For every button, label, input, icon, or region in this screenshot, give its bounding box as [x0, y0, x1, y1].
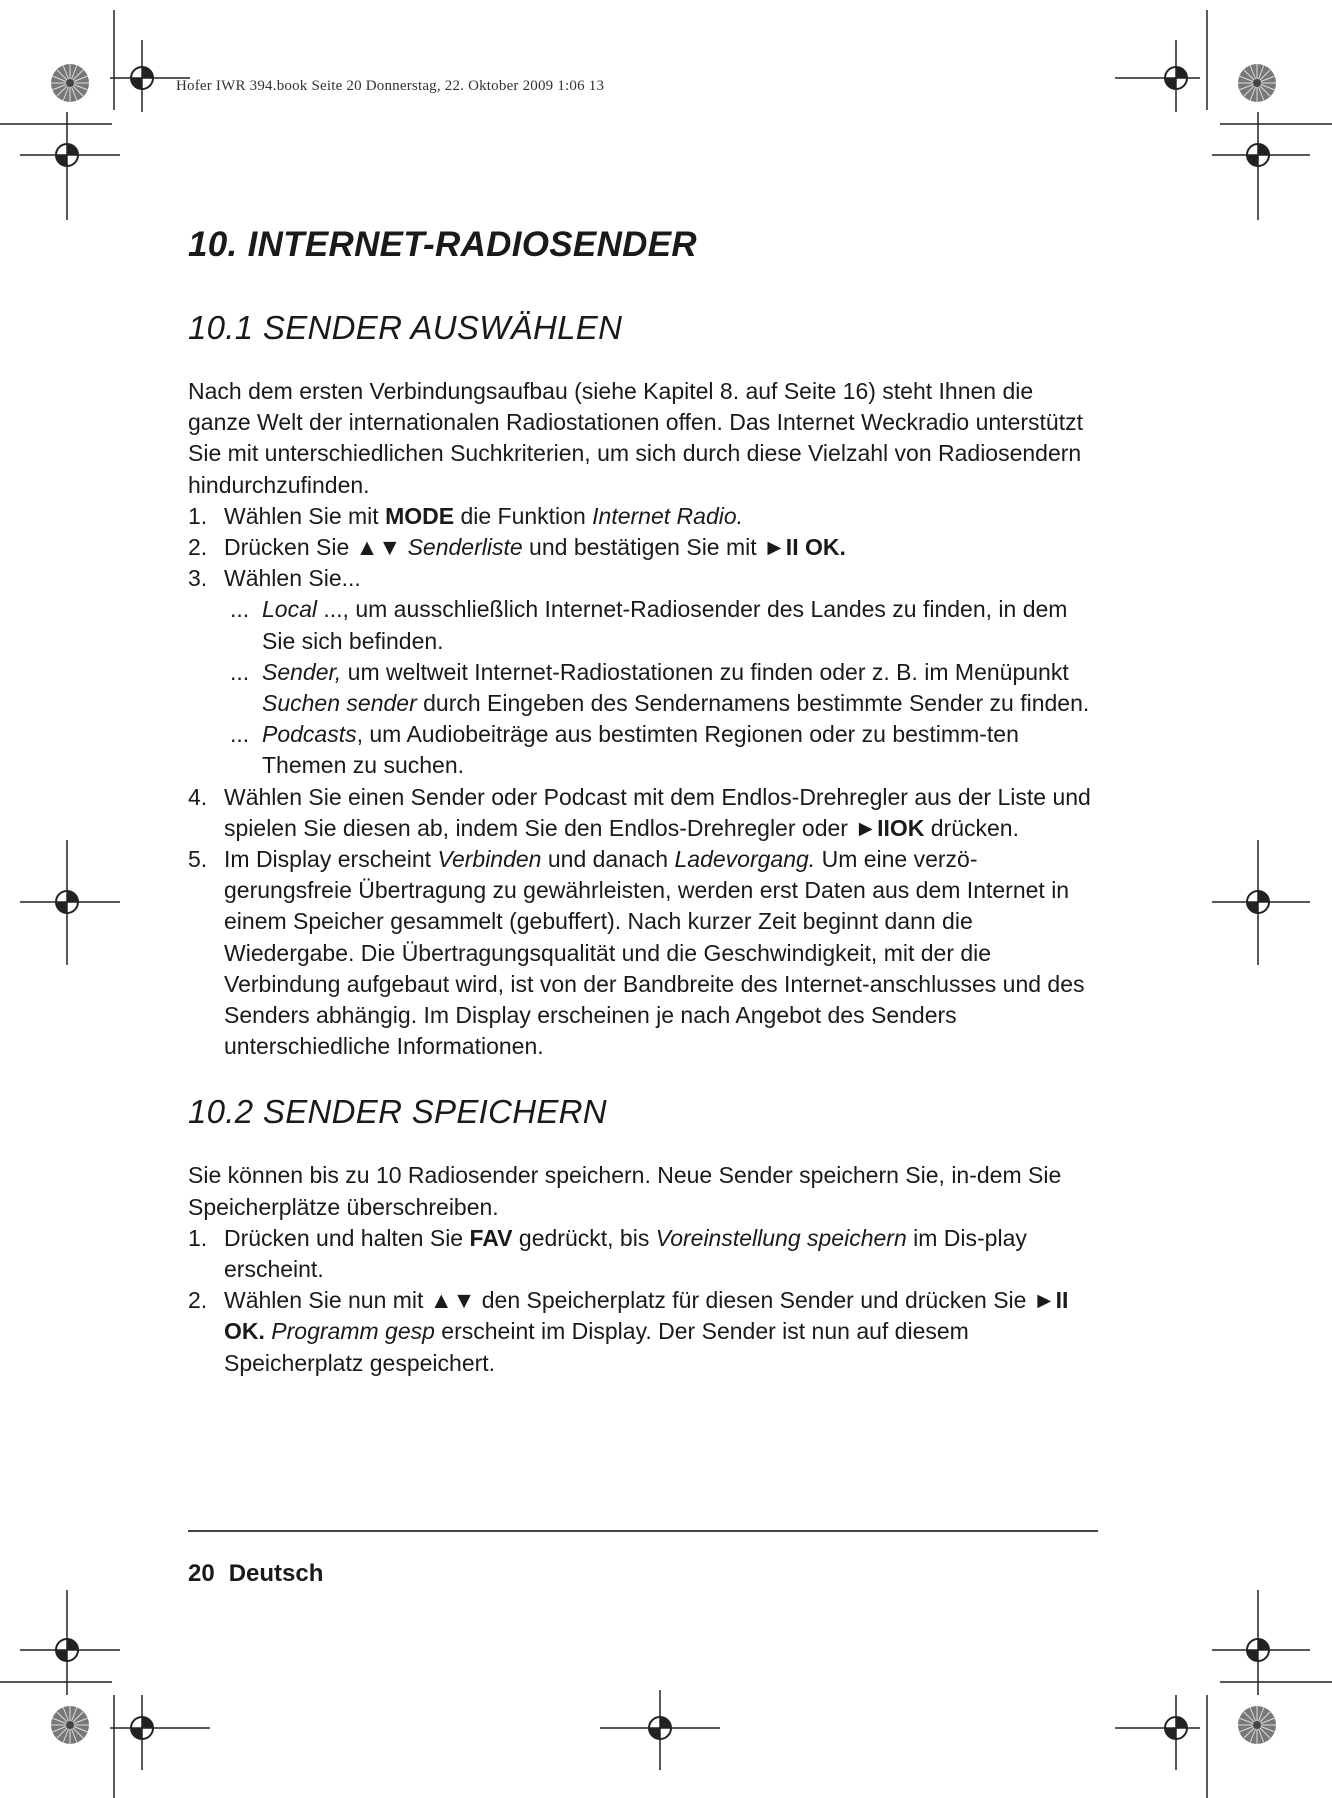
section1-intro: Nach dem ersten Verbindungsaufbau (siehe Kapitel 8. auf Seite 16) steht Ihnen die ganze Welt der internationalen Radiostationen offen. Das Internet Weckradio unterstützt Sie mit unterschiedlichen Suchkriterien, um sich durch diese Vielzahl von Radiosendern hindurchzufinden. — [188, 378, 1083, 498]
list-number: 2. — [188, 534, 208, 561]
print-header: Hofer IWR 394.book Seite 20 Donnerstag, 22. Oktober 2009 1:06 13 — [176, 78, 605, 94]
list-item — [188, 1223, 1098, 1285]
list-number: 5. — [188, 846, 208, 873]
list-item — [188, 501, 1098, 532]
list-number: 2. — [188, 1287, 208, 1314]
chapter-title: 10. INTERNET-RADIOSENDER — [188, 225, 697, 264]
sub-item: ... Podcasts, um Audiobeiträge aus bestimten Regionen oder zu bestimm-ten Themen zu suchen. — [230, 721, 1019, 779]
list-text: Wählen Sie mit MODE die Funktion Internet Radio. — [224, 502, 744, 529]
list-text: Im Display erscheint Verbinden und danach Ladevorgang. Um eine verzö-gerungsfreie Übertragung zu gewährleisten, werden erst Daten aus dem Internet in einem Speicher gesammelt (gebuffert). Nach kurzer Zeit beginnt dann die Wiedergabe. Die Übertragungsqualität und die Geschwindigkeit, mit der die Verbindung aufgebaut wird, ist von der Bandbreite des Internet-anschlusses und des Senders abhängig. Im Display erscheinen je nach Angebot des Senders unterschiedliche Informationen. — [224, 846, 1085, 1060]
play-pause-ok-icon: ►II OK. — [224, 1287, 1069, 1345]
footer-divider — [188, 1530, 1098, 1532]
sub-item: ... Sender, um weltweit Internet-Radiostationen zu finden oder z. B. im Menüpunkt Suchen sender durch Eingeben des Sendernamens bestimmte Sender zu finden. — [230, 658, 1090, 717]
list-item — [188, 532, 1098, 563]
list-number: 4. — [188, 783, 208, 810]
page-footer — [188, 1560, 337, 1588]
sub-item: ... Local ..., um ausschließlich Internet-Radiosender des Landes zu finden, in dem Sie sich befinden. — [230, 596, 1068, 654]
page-number: 20 — [188, 1560, 215, 1587]
list-text: Drücken und halten Sie FAV gedrückt, bis Voreinstellung speichern im Dis-play erscheint. — [224, 1224, 1027, 1283]
section2-intro: Sie können bis zu 10 Radiosender speichern. Neue Sender speichern Sie, in-dem Sie Speicherplätze überschreiben. — [188, 1162, 1062, 1220]
list-item — [188, 1285, 1098, 1379]
section-title-sender-speichern: 10.2 SENDER SPEICHERN — [188, 1093, 607, 1131]
list-item — [188, 782, 1098, 844]
footer-language: Deutsch — [228, 1560, 324, 1587]
list-text: Drücken Sie ▲▼ Senderliste und bestätigen Sie mit ►II OK. — [224, 534, 846, 561]
page-content — [188, 222, 1098, 1379]
play-pause-ok-icon: ►IIOK — [854, 814, 925, 841]
play-pause-ok-icon: ►II OK. — [763, 534, 846, 561]
list-number: 1. — [188, 1224, 208, 1251]
list-text: Wählen Sie... — [224, 565, 361, 592]
section-title-sender-auswaehlen: 10.1 SENDER AUSWÄHLEN — [188, 309, 623, 346]
list-item — [188, 563, 1098, 594]
list-text: Wählen Sie nun mit ▲▼ den Speicherplatz für diesen Sender und drücken Sie ►II OK. Programm gesp erscheint im Display. Der Sender ist nun auf diesem Speicherplatz gespeichert. — [224, 1287, 1069, 1376]
arrow-keys-icon: ▲▼ — [429, 1287, 476, 1314]
list-item — [188, 844, 1098, 1062]
arrow-keys-icon: ▲▼ — [355, 534, 402, 561]
list-text: Wählen Sie einen Sender oder Podcast mit dem Endlos-Drehregler aus der Liste und spielen Sie diesen ab, indem Sie den Endlos-Drehregler oder ►IIOK drücken. — [224, 783, 1091, 841]
list-number: 3. — [188, 565, 208, 592]
list-number: 1. — [188, 502, 208, 529]
